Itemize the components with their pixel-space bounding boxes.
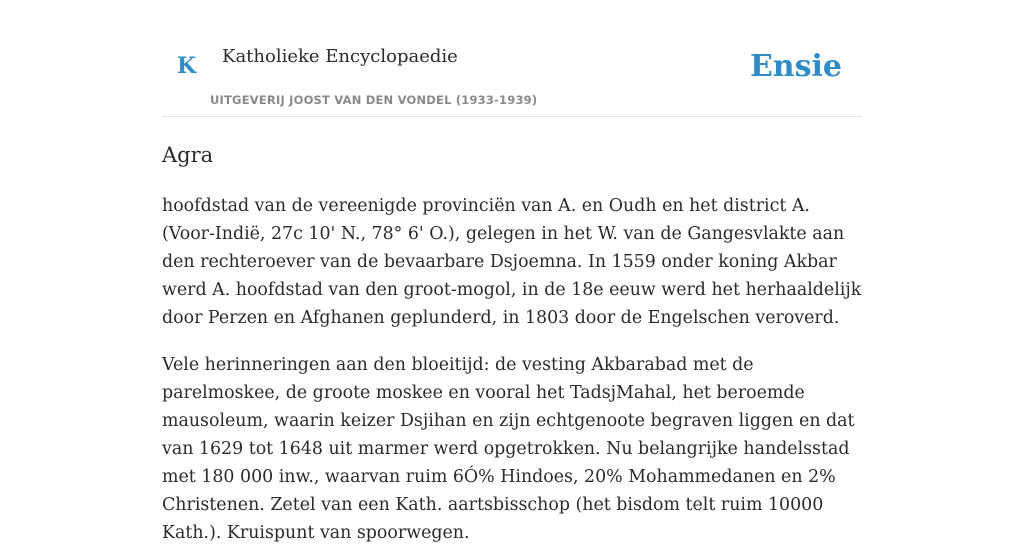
brand-logo[interactable]: Ensie [749, 49, 842, 84]
entry-body [162, 192, 862, 547]
paragraph: Vele herinneringen aan den bloeitijd: de vesting Akbarabad met de parelmoskee, de groote moskee en vooral het TadsjMahal, het beroemde mausoleum, waarin keizer Dsjihan en zijn echtgenoote begraven liggen en dat van 1629 tot 1648 uit marmer werd opgetrokken. Nu belangrijke handelsstad met 180 000 inw., waarvan ruim 6Ó% Hindoes, 20% Mohammedanen en 2% Christenen. Zetel van een Kath. aartsbisschop (het bisdom telt ruim 10000 Kath.). Kruispunt van spoorwegen. [162, 355, 855, 544]
encyclopedia-title[interactable]: Katholieke Encyclopaedie [222, 46, 458, 67]
article-page [162, 0, 862, 547]
entry-title: Agra [162, 143, 214, 167]
header [162, 0, 862, 117]
encyclopedia-logo[interactable]: K [177, 53, 197, 79]
publisher-label: UITGEVERIJ JOOST VAN DEN VONDEL (1933-1939) [210, 93, 538, 107]
paragraph: hoofdstad van de vereenigde provinciën van A. en Oudh en het district A.(Voor-Indië, 27c 10' N., 78° 6' O.), gelegen in het W. van de Gangesvlakte aan den rechteroever van de bevaarbare Dsjoemna. In 1559 onder koning Akbar werd A. hoofdstad van den groot-mogol, in de 18e eeuw werd het herhaaldelijk door Perzen en Afghanen geplunderd, in 1803 door de Engelschen veroverd. [162, 196, 862, 329]
